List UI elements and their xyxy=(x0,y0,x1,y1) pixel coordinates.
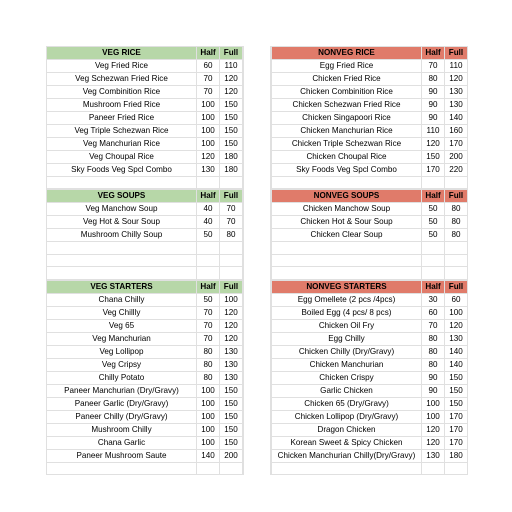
menu-row xyxy=(272,384,468,397)
menu-row xyxy=(47,345,243,358)
full-price: 80 xyxy=(445,229,468,242)
item-name: Korean Sweet & Spicy Chicken xyxy=(272,436,422,449)
blank-cell xyxy=(47,267,197,279)
half-price: 100 xyxy=(197,138,220,151)
item-name: Sky Foods Veg Spcl Combo xyxy=(47,164,197,177)
menu-row xyxy=(47,99,243,112)
half-header: Half xyxy=(197,190,220,203)
full-price: 60 xyxy=(445,293,468,306)
section-header-row xyxy=(272,190,468,203)
item-name: Egg Omellete (2 pcs /4pcs) xyxy=(272,293,422,306)
menu-row xyxy=(47,229,243,242)
menu-row xyxy=(272,423,468,436)
full-header: Full xyxy=(220,47,243,60)
half-price: 100 xyxy=(197,125,220,138)
blank-row xyxy=(272,462,468,474)
half-price: 50 xyxy=(422,216,445,229)
half-price: 50 xyxy=(422,229,445,242)
full-price: 170 xyxy=(445,138,468,151)
section-title: NONVEG STARTERS xyxy=(272,280,422,293)
menu-sheet xyxy=(46,46,468,475)
blank-cell xyxy=(445,254,468,266)
full-price: 150 xyxy=(220,138,243,151)
blank-cell xyxy=(197,462,220,474)
section-header-row xyxy=(272,280,468,293)
blank-cell xyxy=(272,254,422,266)
item-name: Chicken Oil Fry xyxy=(272,319,422,332)
menu-row xyxy=(272,60,468,73)
blank-cell xyxy=(220,242,243,254)
menu-row xyxy=(47,410,243,423)
menu-row xyxy=(272,138,468,151)
full-price: 70 xyxy=(220,203,243,216)
menu-row xyxy=(47,164,243,177)
blank-cell xyxy=(422,242,445,254)
half-header: Half xyxy=(422,190,445,203)
blank-row xyxy=(47,462,243,474)
item-name: Dragon Chicken xyxy=(272,423,422,436)
column-gap xyxy=(243,280,271,475)
half-price: 100 xyxy=(422,410,445,423)
blank-row xyxy=(47,177,243,189)
menu-row xyxy=(272,86,468,99)
column-gap xyxy=(243,46,271,189)
item-name: Boiled Egg (4 pcs/ 8 pcs) xyxy=(272,306,422,319)
full-price: 120 xyxy=(220,73,243,86)
blank-row xyxy=(47,242,243,254)
menu-row xyxy=(272,73,468,86)
menu-row xyxy=(47,138,243,151)
full-price: 120 xyxy=(220,332,243,345)
full-price: 150 xyxy=(445,384,468,397)
section-header-row xyxy=(47,47,243,60)
menu-row xyxy=(272,410,468,423)
menu-row xyxy=(47,86,243,99)
item-name: Paneer Fried Rice xyxy=(47,112,197,125)
item-name: Veg Combinition Rice xyxy=(47,86,197,99)
half-price: 100 xyxy=(197,423,220,436)
full-price: 130 xyxy=(445,99,468,112)
half-price: 80 xyxy=(422,332,445,345)
full-price: 130 xyxy=(220,345,243,358)
item-name: Chana Garlic xyxy=(47,436,197,449)
half-price: 80 xyxy=(422,345,445,358)
item-name: Chana Chilly xyxy=(47,293,197,306)
full-header: Full xyxy=(220,190,243,203)
menu-row xyxy=(47,151,243,164)
half-price: 80 xyxy=(197,345,220,358)
blank-row xyxy=(272,267,468,279)
item-name: Garlic Chicken xyxy=(272,384,422,397)
menu-row xyxy=(47,60,243,73)
item-name: Mushroom Chilly Soup xyxy=(47,229,197,242)
menu-row xyxy=(272,345,468,358)
veg-starters-table xyxy=(46,280,243,475)
full-price: 120 xyxy=(445,319,468,332)
blank-row xyxy=(272,177,468,189)
full-price: 200 xyxy=(220,449,243,462)
soups-band xyxy=(46,189,468,279)
half-price: 70 xyxy=(422,60,445,73)
full-header: Full xyxy=(445,190,468,203)
menu-row xyxy=(47,397,243,410)
blank-cell xyxy=(445,462,468,474)
item-name: Chicken Manchurian Chilly(Dry/Gravy) xyxy=(272,449,422,462)
item-name: Mushroom Chilly xyxy=(47,423,197,436)
half-price: 50 xyxy=(197,293,220,306)
blank-cell xyxy=(422,462,445,474)
blank-cell xyxy=(422,267,445,279)
menu-row xyxy=(47,319,243,332)
full-price: 70 xyxy=(220,216,243,229)
menu-row xyxy=(272,397,468,410)
full-price: 120 xyxy=(445,73,468,86)
half-price: 120 xyxy=(422,436,445,449)
half-header: Half xyxy=(422,47,445,60)
half-price: 110 xyxy=(422,125,445,138)
menu-row xyxy=(272,306,468,319)
section-title: NONVEG SOUPS xyxy=(272,190,422,203)
half-price: 50 xyxy=(197,229,220,242)
half-header: Half xyxy=(422,280,445,293)
starters-band xyxy=(46,280,468,475)
menu-row xyxy=(47,125,243,138)
item-name: Chicken Manchurian Rice xyxy=(272,125,422,138)
column-gap xyxy=(243,189,271,279)
item-name: Veg Manchow Soup xyxy=(47,203,197,216)
full-price: 120 xyxy=(220,319,243,332)
item-name: Chicken 65 (Dry/Gravy) xyxy=(272,397,422,410)
item-name: Chicken Crispy xyxy=(272,371,422,384)
veg-soups-table xyxy=(46,189,243,279)
menu-row xyxy=(47,112,243,125)
half-price: 70 xyxy=(197,86,220,99)
item-name: Chicken Schezwan Fried Rice xyxy=(272,99,422,112)
blank-cell xyxy=(47,177,197,189)
half-price: 70 xyxy=(197,73,220,86)
blank-cell xyxy=(220,177,243,189)
full-price: 150 xyxy=(220,410,243,423)
half-price: 90 xyxy=(422,112,445,125)
full-price: 150 xyxy=(445,397,468,410)
item-name: Sky Foods Veg Spcl Combo xyxy=(272,164,422,177)
blank-cell xyxy=(272,242,422,254)
full-price: 150 xyxy=(220,125,243,138)
item-name: Veg Manchurian Rice xyxy=(47,138,197,151)
full-price: 220 xyxy=(445,164,468,177)
full-price: 120 xyxy=(220,306,243,319)
section-title: VEG STARTERS xyxy=(47,280,197,293)
item-name: Chicken Lollipop (Dry/Gravy) xyxy=(272,410,422,423)
menu-row xyxy=(272,229,468,242)
section-header-row xyxy=(47,280,243,293)
full-price: 180 xyxy=(445,449,468,462)
half-price: 40 xyxy=(197,216,220,229)
half-price: 70 xyxy=(197,319,220,332)
half-price: 120 xyxy=(197,151,220,164)
menu-row xyxy=(272,99,468,112)
item-name: Chicken Hot & Sour Soup xyxy=(272,216,422,229)
half-price: 80 xyxy=(197,358,220,371)
menu-row xyxy=(47,216,243,229)
full-price: 160 xyxy=(445,125,468,138)
item-name: Chicken Manchurian xyxy=(272,358,422,371)
item-name: Chicken Singapoori Rice xyxy=(272,112,422,125)
item-name: Chicken Combinition Rice xyxy=(272,86,422,99)
full-price: 170 xyxy=(445,410,468,423)
section-header-row xyxy=(272,47,468,60)
section-title: VEG SOUPS xyxy=(47,190,197,203)
full-header: Full xyxy=(445,47,468,60)
full-price: 150 xyxy=(220,99,243,112)
menu-row xyxy=(47,293,243,306)
half-price: 170 xyxy=(422,164,445,177)
half-price: 140 xyxy=(197,449,220,462)
full-price: 110 xyxy=(445,60,468,73)
item-name: Paneer Manchurian (Dry/Gravy) xyxy=(47,384,197,397)
half-price: 60 xyxy=(422,306,445,319)
item-name: Mushroom Fried Rice xyxy=(47,99,197,112)
blank-row xyxy=(47,254,243,266)
full-price: 170 xyxy=(445,436,468,449)
half-price: 30 xyxy=(422,293,445,306)
half-price: 100 xyxy=(422,397,445,410)
full-header: Full xyxy=(220,280,243,293)
menu-row xyxy=(272,112,468,125)
half-price: 100 xyxy=(197,384,220,397)
blank-cell xyxy=(422,177,445,189)
half-header: Half xyxy=(197,47,220,60)
item-name: Paneer Garlic (Dry/Gravy) xyxy=(47,397,197,410)
full-price: 150 xyxy=(220,397,243,410)
full-header: Full xyxy=(445,280,468,293)
full-price: 100 xyxy=(220,293,243,306)
half-price: 90 xyxy=(422,99,445,112)
item-name: Egg Fried Rice xyxy=(272,60,422,73)
blank-cell xyxy=(197,177,220,189)
half-header: Half xyxy=(197,280,220,293)
full-price: 180 xyxy=(220,164,243,177)
full-price: 130 xyxy=(220,371,243,384)
menu-row xyxy=(47,384,243,397)
item-name: Chicken Fried Rice xyxy=(272,73,422,86)
menu-row xyxy=(47,449,243,462)
blank-cell xyxy=(197,254,220,266)
menu-row xyxy=(47,332,243,345)
item-name: Chicken Clear Soup xyxy=(272,229,422,242)
menu-row xyxy=(272,436,468,449)
half-price: 90 xyxy=(422,384,445,397)
menu-row xyxy=(272,358,468,371)
menu-row xyxy=(47,423,243,436)
full-price: 150 xyxy=(445,371,468,384)
blank-cell xyxy=(220,462,243,474)
blank-row xyxy=(272,254,468,266)
blank-cell xyxy=(220,254,243,266)
item-name: Veg 65 xyxy=(47,319,197,332)
menu-row xyxy=(272,164,468,177)
half-price: 100 xyxy=(197,397,220,410)
blank-cell xyxy=(47,254,197,266)
blank-cell xyxy=(445,242,468,254)
half-price: 60 xyxy=(197,60,220,73)
half-price: 150 xyxy=(422,151,445,164)
menu-row xyxy=(272,125,468,138)
item-name: Veg Manchurian xyxy=(47,332,197,345)
nonveg-rice-table xyxy=(271,46,468,189)
blank-cell xyxy=(197,242,220,254)
full-price: 150 xyxy=(220,112,243,125)
menu-row xyxy=(272,371,468,384)
half-price: 90 xyxy=(422,371,445,384)
full-price: 150 xyxy=(220,384,243,397)
blank-row xyxy=(272,242,468,254)
half-price: 90 xyxy=(422,86,445,99)
menu-row xyxy=(272,216,468,229)
item-name: Veg Cripsy xyxy=(47,358,197,371)
blank-cell xyxy=(272,462,422,474)
half-price: 100 xyxy=(197,410,220,423)
section-title: VEG RICE xyxy=(47,47,197,60)
menu-row xyxy=(47,203,243,216)
half-price: 70 xyxy=(422,319,445,332)
menu-row xyxy=(47,73,243,86)
menu-row xyxy=(272,319,468,332)
menu-row xyxy=(272,293,468,306)
section-title: NONVEG RICE xyxy=(272,47,422,60)
item-name: Chilly Potato xyxy=(47,371,197,384)
blank-cell xyxy=(272,267,422,279)
item-name: Paneer Mushroom Saute xyxy=(47,449,197,462)
half-price: 100 xyxy=(197,436,220,449)
half-price: 130 xyxy=(197,164,220,177)
half-price: 40 xyxy=(197,203,220,216)
half-price: 70 xyxy=(197,306,220,319)
blank-cell xyxy=(47,242,197,254)
item-name: Paneer Chilly (Dry/Gravy) xyxy=(47,410,197,423)
item-name: Chicken Chilly (Dry/Gravy) xyxy=(272,345,422,358)
nonveg-soups-table xyxy=(271,189,468,279)
full-price: 180 xyxy=(220,151,243,164)
half-price: 120 xyxy=(422,423,445,436)
item-name: Veg Chillly xyxy=(47,306,197,319)
menu-row xyxy=(47,371,243,384)
menu-row xyxy=(272,332,468,345)
blank-cell xyxy=(197,267,220,279)
half-price: 70 xyxy=(197,332,220,345)
item-name: Veg Lollipop xyxy=(47,345,197,358)
full-price: 150 xyxy=(220,423,243,436)
menu-row xyxy=(272,151,468,164)
full-price: 100 xyxy=(445,306,468,319)
blank-row xyxy=(47,267,243,279)
half-price: 120 xyxy=(422,138,445,151)
half-price: 80 xyxy=(197,371,220,384)
section-header-row xyxy=(47,190,243,203)
full-price: 200 xyxy=(445,151,468,164)
nonveg-starters-table xyxy=(271,280,468,475)
full-price: 140 xyxy=(445,358,468,371)
full-price: 80 xyxy=(445,203,468,216)
blank-cell xyxy=(445,177,468,189)
item-name: Veg Fried Rice xyxy=(47,60,197,73)
item-name: Chicken Manchow Soup xyxy=(272,203,422,216)
blank-cell xyxy=(220,267,243,279)
half-price: 50 xyxy=(422,203,445,216)
item-name: Veg Hot & Sour Soup xyxy=(47,216,197,229)
full-price: 150 xyxy=(220,436,243,449)
full-price: 130 xyxy=(220,358,243,371)
rice-band xyxy=(46,46,468,189)
menu-row xyxy=(47,306,243,319)
menu-row xyxy=(47,358,243,371)
item-name: Veg Triple Schezwan Rice xyxy=(47,125,197,138)
full-price: 130 xyxy=(445,86,468,99)
half-price: 80 xyxy=(422,358,445,371)
menu-row xyxy=(272,203,468,216)
blank-cell xyxy=(445,267,468,279)
full-price: 130 xyxy=(445,332,468,345)
full-price: 80 xyxy=(220,229,243,242)
full-price: 120 xyxy=(220,86,243,99)
half-price: 130 xyxy=(422,449,445,462)
half-price: 100 xyxy=(197,99,220,112)
half-price: 80 xyxy=(422,73,445,86)
full-price: 110 xyxy=(220,60,243,73)
item-name: Chicken Choupal Rice xyxy=(272,151,422,164)
item-name: Veg Choupal Rice xyxy=(47,151,197,164)
blank-cell xyxy=(422,254,445,266)
item-name: Veg Schezwan Fried Rice xyxy=(47,73,197,86)
full-price: 80 xyxy=(445,216,468,229)
full-price: 140 xyxy=(445,112,468,125)
menu-row xyxy=(47,436,243,449)
veg-rice-table xyxy=(46,46,243,189)
blank-cell xyxy=(47,462,197,474)
full-price: 140 xyxy=(445,345,468,358)
half-price: 100 xyxy=(197,112,220,125)
full-price: 170 xyxy=(445,423,468,436)
item-name: Egg Chilly xyxy=(272,332,422,345)
item-name: Chicken Triple Schezwan Rice xyxy=(272,138,422,151)
blank-cell xyxy=(272,177,422,189)
menu-row xyxy=(272,449,468,462)
